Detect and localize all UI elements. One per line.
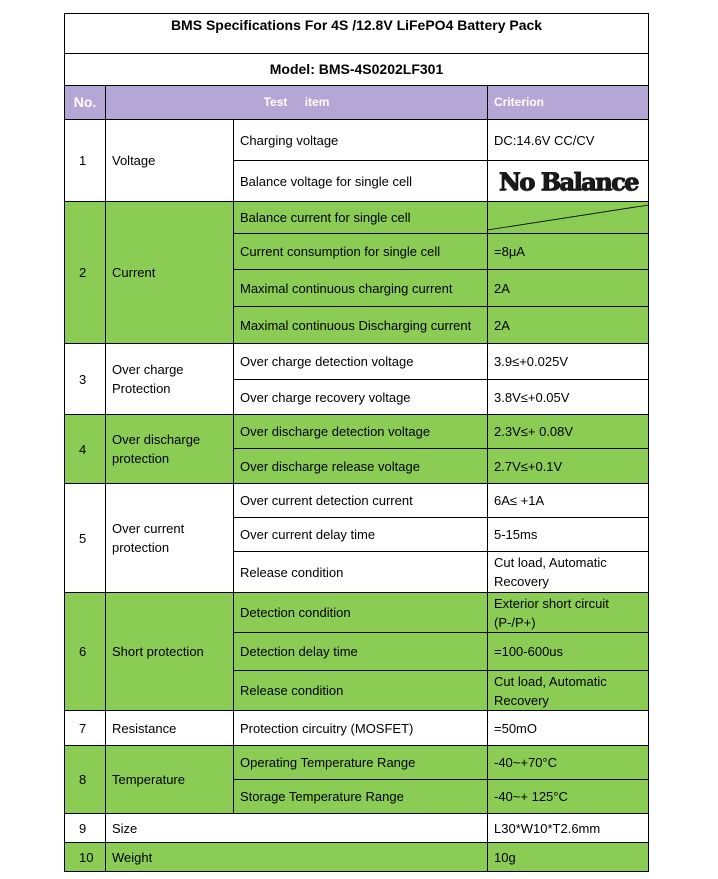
row-number: 5 <box>65 484 106 593</box>
table-row <box>65 344 649 380</box>
test-item: Over current delay time <box>234 518 488 552</box>
criterion-value: DC:14.6V CC/CV <box>488 120 649 161</box>
header-criterion: Criterion <box>488 86 649 120</box>
criterion-value: 2A <box>488 270 649 307</box>
header-no: No. <box>65 86 106 120</box>
test-item: Current consumption for single cell <box>234 234 488 270</box>
row-category: Over current protection <box>106 484 234 593</box>
test-item: Operating Temperature Range <box>234 746 488 780</box>
row-category: Weight <box>106 843 488 872</box>
criterion-value: 6A≤ +1A <box>488 484 649 518</box>
test-item: Detection condition <box>234 593 488 633</box>
criterion-value: Cut load, Automatic Recovery <box>488 671 649 711</box>
criterion-value: 2A <box>488 307 649 344</box>
table-row <box>65 484 649 518</box>
test-item: Over discharge release voltage <box>234 449 488 484</box>
table-row <box>65 593 649 633</box>
criterion-value: Cut load, Automatic Recovery <box>488 552 649 593</box>
test-item: Over discharge detection voltage <box>234 415 488 449</box>
row-number: 6 <box>65 593 106 711</box>
row-number: 7 <box>65 711 106 746</box>
row-number: 2 <box>65 202 106 344</box>
header-test-item: Test item <box>106 86 488 120</box>
test-item: Charging voltage <box>234 120 488 161</box>
test-item: Balance voltage for single cell <box>234 161 488 202</box>
criterion-value: 3.8V≤+0.05V <box>488 380 649 415</box>
criterion-value: 10g <box>488 843 649 872</box>
criterion-empty-slash <box>488 202 649 234</box>
table-title: BMS Specifications For 4S /12.8V LiFePO4 Battery Pack <box>65 14 649 54</box>
test-item: Over current detection current <box>234 484 488 518</box>
criterion-value: =8μA <box>488 234 649 270</box>
row-category: Short protection <box>106 593 234 711</box>
criterion-value: Exterior short circuit (P-/P+) <box>488 593 649 633</box>
row-number: 3 <box>65 344 106 415</box>
criterion-value: -40~+70°C <box>488 746 649 780</box>
test-item: Over charge detection voltage <box>234 344 488 380</box>
table-row <box>65 814 649 843</box>
table-row <box>65 843 649 872</box>
row-category: Over charge Protection <box>106 344 234 415</box>
row-category: Current <box>106 202 234 344</box>
criterion-value: L30*W10*T2.6mm <box>488 814 649 843</box>
table-row <box>65 415 649 449</box>
row-category: Resistance <box>106 711 234 746</box>
test-item: Detection delay time <box>234 633 488 671</box>
criterion-value: =100-600us <box>488 633 649 671</box>
table-row <box>65 202 649 234</box>
table-row <box>65 711 649 746</box>
row-category: Size <box>106 814 488 843</box>
no-balance-stamp: No Balance <box>488 161 649 202</box>
criterion-value: 2.7V≤+0.1V <box>488 449 649 484</box>
criterion-value: 2.3V≤+ 0.08V <box>488 415 649 449</box>
row-category: Temperature <box>106 746 234 814</box>
test-item: Balance current for single cell <box>234 202 488 234</box>
criterion-value: -40~+ 125°C <box>488 780 649 814</box>
test-item: Maximal continuous Discharging current <box>234 307 488 344</box>
row-category: Voltage <box>106 120 234 202</box>
criterion-value: 3.9≤+0.025V <box>488 344 649 380</box>
bms-spec-table <box>64 13 649 872</box>
model-number: Model: BMS-4S0202LF301 <box>65 54 649 86</box>
test-item: Release condition <box>234 671 488 711</box>
row-category: Over discharge protection <box>106 415 234 484</box>
test-item: Storage Temperature Range <box>234 780 488 814</box>
criterion-value: =50mO <box>488 711 649 746</box>
test-item: Protection circuitry (MOSFET) <box>234 711 488 746</box>
table-row <box>65 746 649 780</box>
row-number: 4 <box>65 415 106 484</box>
row-number: 8 <box>65 746 106 814</box>
row-number: 1 <box>65 120 106 202</box>
row-number: 10 <box>65 843 106 872</box>
test-item: Maximal continuous charging current <box>234 270 488 307</box>
row-number: 9 <box>65 814 106 843</box>
test-item: Over charge recovery voltage <box>234 380 488 415</box>
criterion-value: 5-15ms <box>488 518 649 552</box>
diagonal-line-icon <box>488 202 648 233</box>
table-row <box>65 120 649 161</box>
test-item: Release condition <box>234 552 488 593</box>
